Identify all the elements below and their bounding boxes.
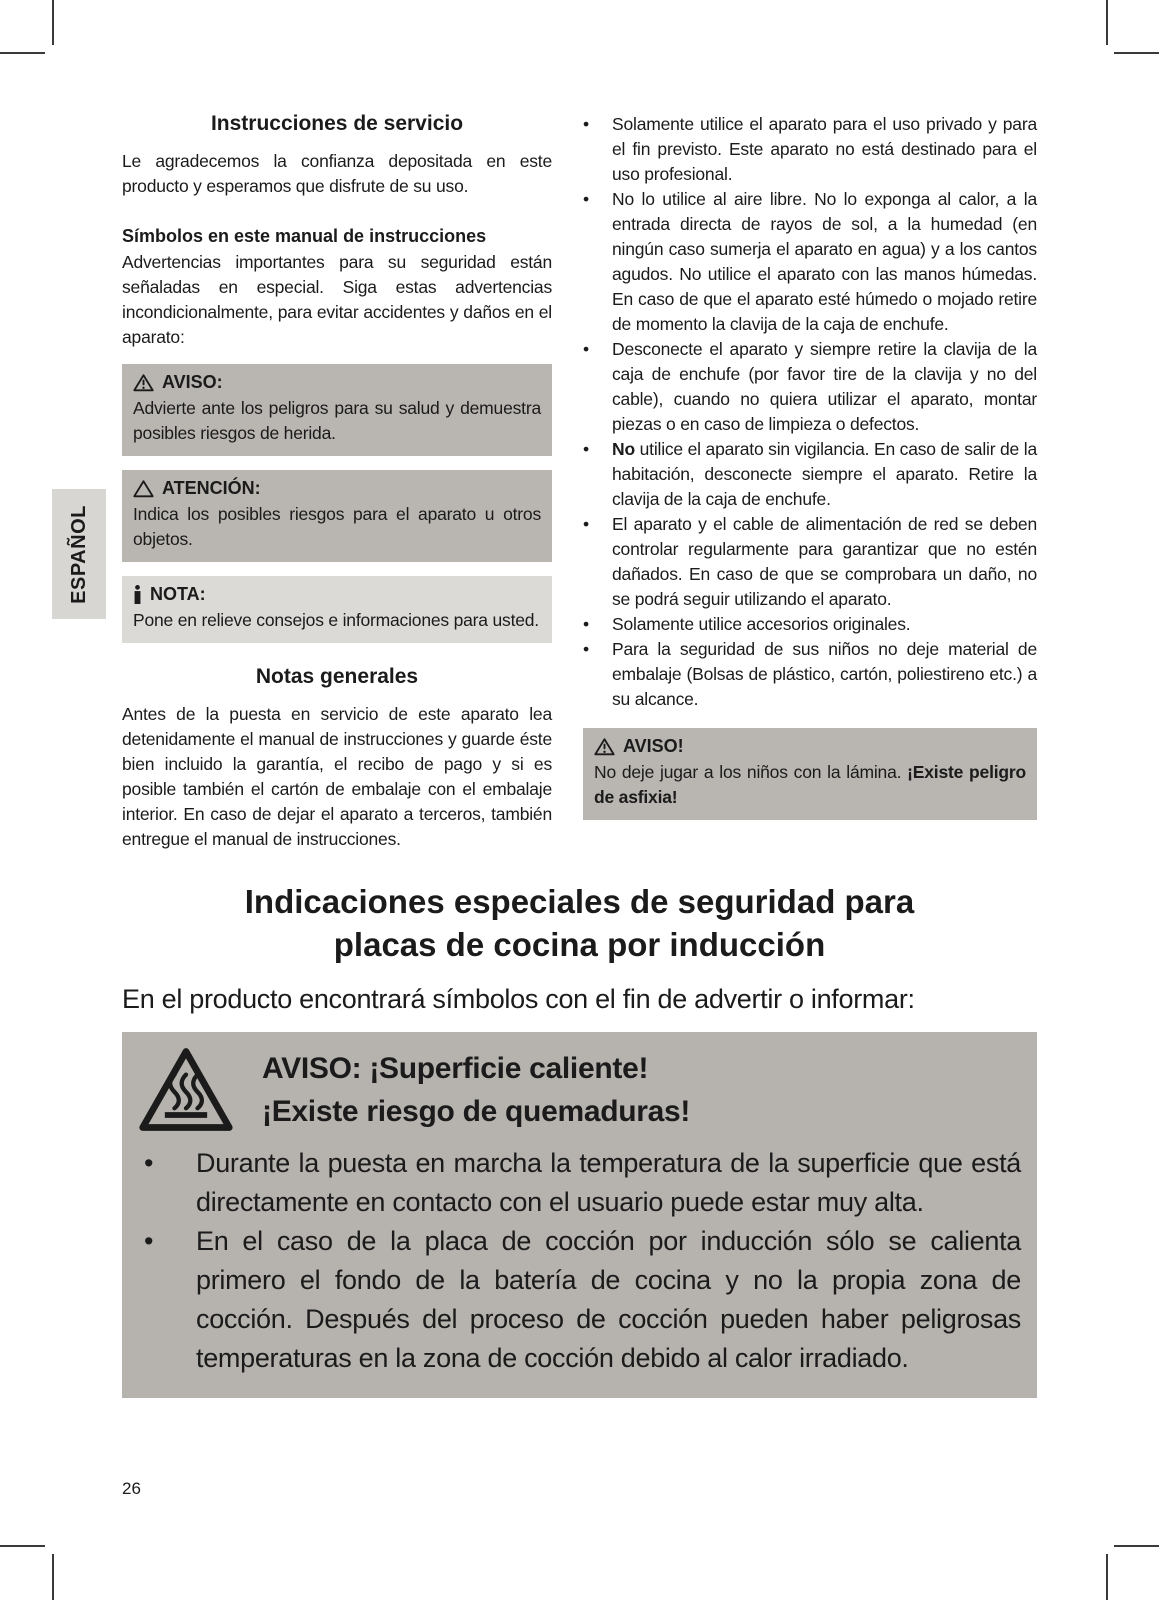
crop-mark-bottom-left-horizontal xyxy=(0,1545,45,1547)
warning-triangle-exclamation-icon xyxy=(594,737,615,756)
section-title-notas-generales: Notas generales xyxy=(255,665,419,688)
atencion-warning-box xyxy=(122,470,552,562)
list-item xyxy=(583,112,1037,187)
list-item-text: Durante la puesta en marcha la temperatura de la superficie que está directamente en contacto con el usuario puede estar muy alta. xyxy=(196,1148,1021,1217)
list-item xyxy=(583,512,1037,612)
special-safety-section xyxy=(122,880,1037,1398)
bullet-marker: • xyxy=(583,189,590,209)
list-item-text: Desconecte el aparato y siempre retire la clavija de la caja de enchufe (por favor tire de la clavija y no del cable), cuando no quiera utilizar el aparato, montar piezas o en caso de limpieza o defectos. xyxy=(612,339,1037,434)
atencion-warning-header xyxy=(133,478,541,499)
list-item xyxy=(583,337,1037,437)
atencion-warning-title: ATENCIÓN: xyxy=(162,478,261,498)
aviso-warning-box xyxy=(122,364,552,456)
bullet-marker: • xyxy=(144,1148,154,1178)
page-content xyxy=(122,112,1037,1398)
hot-surface-warning-header xyxy=(132,1044,1021,1136)
nota-title: NOTA: xyxy=(150,584,206,604)
warning-triangle-exclamation-icon xyxy=(133,373,154,392)
list-item-text: Para la seguridad de sus niños no deje material de embalaje (Bolsas de plástico, cartón, poliestireno etc.) a su alcance. xyxy=(612,639,1037,709)
bullet-marker: • xyxy=(583,339,590,359)
list-item xyxy=(583,437,1037,512)
aviso-asfixia-header xyxy=(594,736,1026,757)
aviso-warning-header xyxy=(133,372,541,393)
aviso-asfixia-box xyxy=(583,728,1037,820)
crop-mark-bottom-left-vertical xyxy=(52,1554,54,1600)
right-column xyxy=(583,112,1037,852)
bullet-marker: • xyxy=(583,514,590,534)
hot-surface-bullet-list xyxy=(132,1144,1021,1378)
page-number: 26 xyxy=(122,1479,141,1498)
hot-surface-warning-titles xyxy=(262,1047,690,1133)
special-section-intro: En el producto encontrará símbolos con el fin de advertir o informar: xyxy=(122,984,915,1014)
hot-surface-warning-box xyxy=(122,1032,1037,1398)
language-tab-label: ESPAÑOL xyxy=(67,504,90,604)
bullet-marker: • xyxy=(583,439,590,459)
crop-mark-top-left-vertical xyxy=(52,0,54,45)
nota-box xyxy=(122,576,552,643)
special-section-title: Indicaciones especiales de seguridad para placas de cocina por inducción xyxy=(244,883,915,963)
list-item xyxy=(132,1222,1021,1378)
warning-triangle-icon xyxy=(133,479,154,498)
symbols-paragraph: Advertencias importantes para su seguridad están señaladas en especial. Siga estas advertencias incondicionalmente, para evitar accidentes y daños en el aparato: xyxy=(122,252,552,347)
list-item-text: El aparato y el cable de alimentación de red se deben controlar regularmente para garantizar que no estén dañados. En caso de que se comprobara un daño, no se podrá seguir utilizando el aparato. xyxy=(612,514,1037,609)
general-notes-paragraph: Antes de la puesta en servicio de este aparato lea detenidamente el manual de instrucciones y guarde éste bien incluido la garantía, el recibo de pago y si es posible también el cartón de embalaje con el embalaje interior. En caso de dejar el aparato a terceros, también entregue el manual de instrucciones. xyxy=(122,704,552,849)
aviso-warning-title: AVISO: xyxy=(162,372,223,392)
crop-mark-bottom-right-horizontal xyxy=(1114,1545,1159,1547)
hot-surface-warning-line1: AVISO: ¡Superficie caliente! xyxy=(262,1052,649,1085)
hot-surface-icon xyxy=(132,1044,236,1136)
nota-text: Pone en relieve consejos e informaciones para usted. xyxy=(133,610,539,630)
left-column xyxy=(122,112,552,852)
list-item xyxy=(583,612,1037,637)
list-item-text: Solamente utilice accesorios originales. xyxy=(612,614,911,634)
hot-surface-warning-line2: ¡Existe riesgo de quemaduras! xyxy=(262,1095,691,1128)
symbols-heading: Símbolos en este manual de instrucciones xyxy=(122,226,487,246)
list-item-text: En el caso de la placa de cocción por inducción sólo se calienta primero el fondo de la batería de cocina y no la propia zona de cocción. Después del proceso de cocción pueden haber peligrosas temperaturas en la zona de cocción debido al calor irradiado. xyxy=(196,1226,1021,1373)
aviso-warning-text: Advierte ante los peligros para su salud y demuestra posibles riesgos de herida. xyxy=(133,398,541,443)
list-item-text: Solamente utilice el aparato para el uso privado y para el fin previsto. Este aparato no está destinado para el uso profesional. xyxy=(612,114,1037,184)
aviso-asfixia-text: No deje jugar a los niños con la lámina. ¡Existe peligro de asfixia! xyxy=(594,762,1026,807)
language-tab xyxy=(52,489,106,619)
list-item xyxy=(132,1144,1021,1222)
crop-mark-top-right-horizontal xyxy=(1114,52,1159,54)
crop-mark-bottom-right-vertical xyxy=(1106,1554,1108,1600)
intro-paragraph: Le agradecemos la confianza depositada en este producto y esperamos que disfrute de su uso. xyxy=(122,151,552,196)
bullet-marker: • xyxy=(583,639,590,659)
section-title-instrucciones: Instrucciones de servicio xyxy=(210,112,464,135)
bullet-marker: • xyxy=(583,614,590,634)
safety-bullet-list xyxy=(583,112,1037,712)
crop-mark-top-left-horizontal xyxy=(0,52,45,54)
aviso-asfixia-title: AVISO! xyxy=(623,736,684,756)
info-i-icon xyxy=(133,585,142,604)
bullet-marker: • xyxy=(144,1226,154,1256)
nota-header xyxy=(133,584,541,605)
list-item-text: No lo utilice al aire libre. No lo exponga al calor, a la entrada directa de rayos de sol, a la humedad (en ningún caso sumerja el aparato en agua) y a los cantos agudos. No utilice el aparato con las manos húmedas. En caso de que el aparato esté húmedo o mojado retire de momento la clavija de la caja de enchufe. xyxy=(612,189,1037,334)
bullet-marker: • xyxy=(583,114,590,134)
two-column-layout xyxy=(122,112,1037,852)
list-item-text: No utilice el aparato sin vigilancia. En caso de salir de la habitación, desconecte siempre el aparato. Retire la clavija de la caja de enchufe. xyxy=(612,439,1037,509)
atencion-warning-text: Indica los posibles riesgos para el aparato u otros objetos. xyxy=(133,504,541,549)
list-item xyxy=(583,637,1037,712)
list-item xyxy=(583,187,1037,337)
crop-mark-top-right-vertical xyxy=(1106,0,1108,45)
